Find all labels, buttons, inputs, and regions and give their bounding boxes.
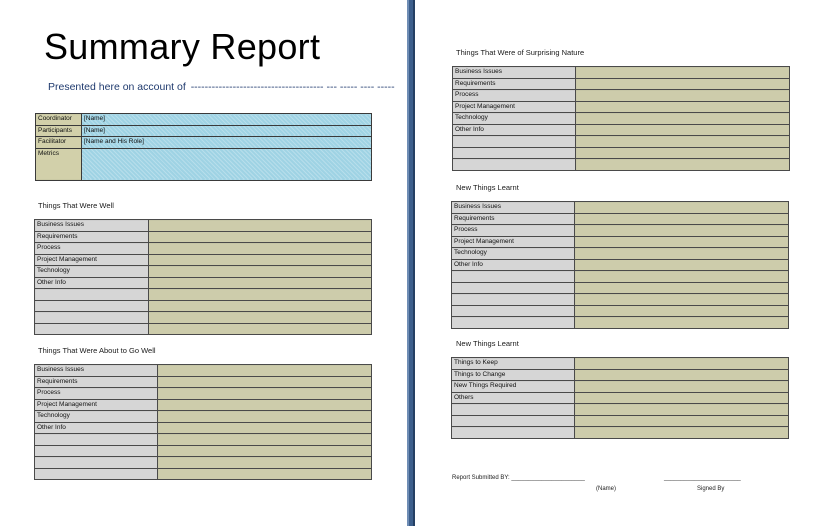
table-row	[452, 427, 789, 439]
row-value-field[interactable]	[149, 266, 372, 278]
row-label: Others	[452, 392, 575, 404]
row-value-field[interactable]	[149, 231, 372, 243]
new-learnt-table-2	[451, 357, 789, 439]
table-row	[452, 305, 789, 317]
table-row	[452, 317, 789, 329]
row-value-field[interactable]	[158, 434, 372, 446]
table-row	[35, 231, 372, 243]
table-row	[35, 411, 372, 423]
table-row	[453, 159, 790, 171]
row-label: Project Management	[453, 101, 576, 113]
subtitle-dashes: -------------------------------------- --- ----- ---- -----	[190, 81, 395, 93]
row-value-field[interactable]	[158, 422, 372, 434]
signed-caption: Signed By	[697, 486, 725, 492]
row-value-field[interactable]	[576, 159, 790, 171]
signed-line[interactable]: _______________________	[664, 475, 741, 481]
info-value-field[interactable]: [Name and His Role]	[82, 137, 372, 149]
row-value-field[interactable]	[576, 78, 790, 90]
row-value-field[interactable]	[575, 381, 789, 393]
row-label	[452, 282, 575, 294]
table-row	[35, 376, 372, 388]
table-row	[35, 434, 372, 446]
row-label	[452, 427, 575, 439]
row-label	[35, 323, 149, 335]
row-value-field[interactable]	[576, 113, 790, 125]
row-value-field[interactable]	[575, 259, 789, 271]
row-label: Requirements	[452, 213, 575, 225]
table-row	[452, 294, 789, 306]
row-value-field[interactable]	[575, 271, 789, 283]
row-label: New Things Required	[452, 381, 575, 393]
row-value-field[interactable]	[158, 411, 372, 423]
page-subtitle	[48, 81, 395, 93]
row-label	[453, 147, 576, 159]
table-row	[453, 101, 790, 113]
info-value-field[interactable]: [Name]	[82, 114, 372, 126]
table-row	[35, 399, 372, 411]
row-label: Business Issues	[35, 365, 158, 377]
row-label	[453, 136, 576, 148]
table-row	[35, 289, 372, 301]
row-label	[452, 305, 575, 317]
section-title-new-learnt-1: New Things Learnt	[456, 183, 519, 192]
row-value-field[interactable]	[575, 282, 789, 294]
row-label: Business Issues	[452, 202, 575, 214]
row-value-field[interactable]	[576, 90, 790, 102]
table-row	[35, 300, 372, 312]
row-label: Business Issues	[35, 220, 149, 232]
row-value-field[interactable]	[576, 67, 790, 79]
row-value-field[interactable]	[158, 376, 372, 388]
table-row	[452, 248, 789, 260]
table-row	[35, 266, 372, 278]
table-row	[452, 271, 789, 283]
row-value-field[interactable]	[158, 468, 372, 480]
row-label	[452, 415, 575, 427]
row-label	[35, 445, 158, 457]
table-row	[453, 147, 790, 159]
table-row	[453, 124, 790, 136]
table-row	[452, 213, 789, 225]
new-learnt-table-1	[451, 201, 789, 329]
row-label	[452, 317, 575, 329]
page-title: Summary Report	[44, 26, 321, 67]
row-label	[452, 271, 575, 283]
row-value-field[interactable]	[575, 415, 789, 427]
row-label: Other Info	[35, 277, 149, 289]
row-value-field[interactable]	[575, 225, 789, 237]
row-label	[35, 312, 149, 324]
row-label: Process	[452, 225, 575, 237]
row-label: Technology	[35, 266, 149, 278]
table-row	[452, 225, 789, 237]
row-value-field[interactable]	[576, 124, 790, 136]
row-label: Process	[35, 243, 149, 255]
row-value-field[interactable]	[149, 312, 372, 324]
row-label: Project Management	[35, 254, 149, 266]
row-value-field[interactable]	[575, 294, 789, 306]
table-row	[35, 254, 372, 266]
info-value-field[interactable]: [Name]	[82, 125, 372, 137]
row-label: Other Info	[453, 124, 576, 136]
row-label: Requirements	[35, 376, 158, 388]
row-label: Other Info	[452, 259, 575, 271]
row-value-field[interactable]	[149, 323, 372, 335]
table-row	[35, 422, 372, 434]
section-title-about-to-go-well: Things That Were About to Go Well	[38, 346, 156, 355]
row-label: Technology	[35, 411, 158, 423]
row-value-field[interactable]	[575, 236, 789, 248]
row-value-field[interactable]	[576, 101, 790, 113]
row-label	[452, 294, 575, 306]
row-label	[35, 468, 158, 480]
submitted-label: Report Submitted BY:	[452, 475, 510, 481]
table-row	[452, 415, 789, 427]
table-row	[35, 365, 372, 377]
table-row	[453, 136, 790, 148]
row-value-field[interactable]	[575, 369, 789, 381]
row-value-field[interactable]	[158, 445, 372, 457]
row-value-field[interactable]	[575, 305, 789, 317]
table-row	[35, 220, 372, 232]
row-label: Technology	[453, 113, 576, 125]
row-label	[453, 159, 576, 171]
row-label: Things to Keep	[452, 358, 575, 370]
table-row	[36, 114, 372, 126]
table-row	[452, 369, 789, 381]
table-row	[35, 457, 372, 469]
table-row	[452, 358, 789, 370]
row-label	[452, 404, 575, 416]
row-label: Project Management	[35, 399, 158, 411]
info-label: Metrics	[36, 148, 82, 180]
row-value-field[interactable]	[575, 392, 789, 404]
row-value-field[interactable]	[575, 248, 789, 260]
surprising-table	[452, 66, 790, 171]
page-divider	[407, 0, 415, 526]
table-row	[35, 323, 372, 335]
report-submitted-by	[452, 475, 585, 481]
row-label: Requirements	[453, 78, 576, 90]
row-label: Project Management	[452, 236, 575, 248]
section-title-went-well: Things That Were Well	[38, 201, 114, 210]
info-label: Facilitator	[36, 137, 82, 149]
table-row	[452, 202, 789, 214]
row-label: Requirements	[35, 231, 149, 243]
about-to-go-well-table	[34, 364, 372, 480]
table-row	[452, 404, 789, 416]
row-value-field[interactable]	[149, 243, 372, 255]
row-value-field[interactable]	[158, 457, 372, 469]
section-title-new-learnt-2: New Things Learnt	[456, 339, 519, 348]
table-row	[452, 381, 789, 393]
row-value-field[interactable]	[575, 317, 789, 329]
table-row	[36, 137, 372, 149]
row-value-field[interactable]	[575, 358, 789, 370]
row-value-field[interactable]	[149, 220, 372, 232]
row-value-field[interactable]	[575, 427, 789, 439]
info-table	[35, 113, 372, 181]
table-row	[452, 282, 789, 294]
table-row	[35, 445, 372, 457]
name-caption: (Name)	[596, 486, 617, 492]
table-row	[452, 259, 789, 271]
row-value-field[interactable]	[158, 365, 372, 377]
info-value-field[interactable]	[82, 148, 372, 180]
row-label: Other Info	[35, 422, 158, 434]
row-label: Things to Change	[452, 369, 575, 381]
table-row	[35, 243, 372, 255]
row-label	[35, 289, 149, 301]
row-label: Technology	[452, 248, 575, 260]
table-row	[35, 277, 372, 289]
info-label: Participants	[36, 125, 82, 137]
row-label: Process	[35, 388, 158, 400]
row-label	[35, 457, 158, 469]
section-title-surprising: Things That Were of Surprising Nature	[456, 48, 585, 57]
row-label	[35, 434, 158, 446]
table-row	[35, 312, 372, 324]
row-label: Business Issues	[453, 67, 576, 79]
row-label: Process	[453, 90, 576, 102]
row-value-field[interactable]	[158, 399, 372, 411]
row-value-field[interactable]	[158, 388, 372, 400]
row-value-field[interactable]	[576, 147, 790, 159]
table-row	[35, 388, 372, 400]
went-well-table	[34, 219, 372, 335]
table-row	[453, 90, 790, 102]
table-row	[453, 113, 790, 125]
table-row	[453, 78, 790, 90]
table-row	[35, 468, 372, 480]
row-value-field[interactable]	[149, 289, 372, 301]
row-value-field[interactable]	[576, 136, 790, 148]
row-value-field[interactable]	[575, 202, 789, 214]
row-value-field[interactable]	[149, 254, 372, 266]
table-row	[36, 148, 372, 180]
row-value-field[interactable]	[149, 300, 372, 312]
row-value-field[interactable]	[149, 277, 372, 289]
row-value-field[interactable]	[575, 213, 789, 225]
info-label: Coordinator	[36, 114, 82, 126]
submitted-line[interactable]: ______________________	[511, 475, 585, 481]
subtitle-text: Presented here on account of	[48, 81, 186, 93]
table-row	[36, 125, 372, 137]
table-row	[452, 236, 789, 248]
table-row	[452, 392, 789, 404]
table-row	[453, 67, 790, 79]
row-label	[35, 300, 149, 312]
row-value-field[interactable]	[575, 404, 789, 416]
